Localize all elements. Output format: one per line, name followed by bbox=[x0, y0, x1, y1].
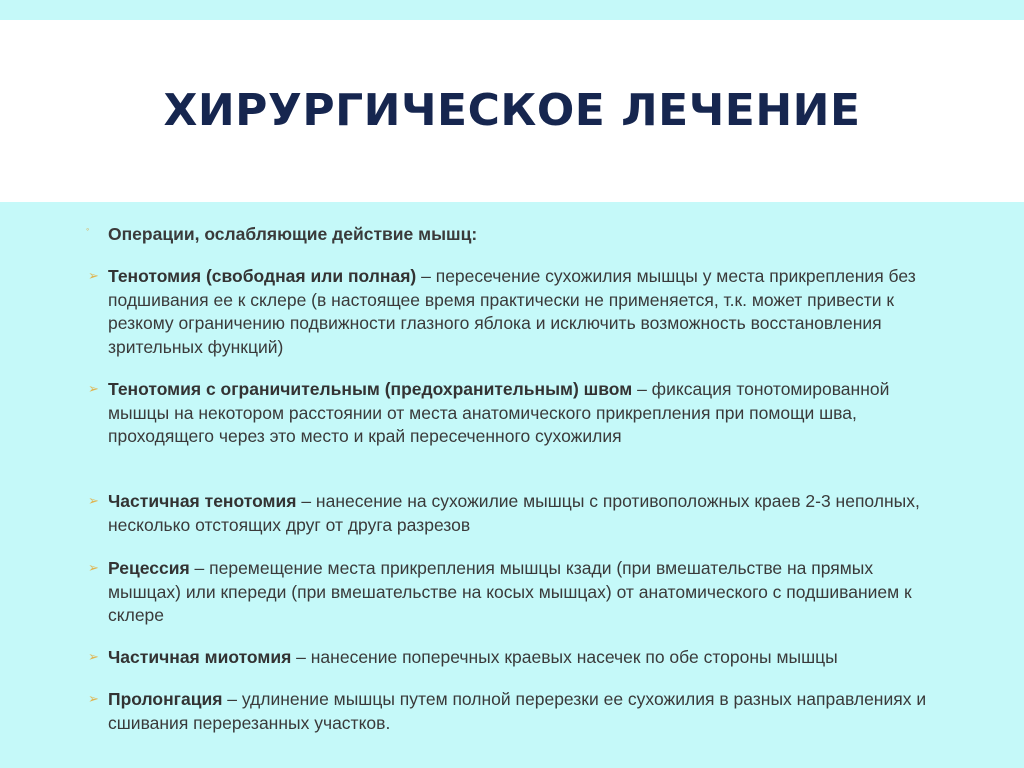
list-item-description: – пересечение сухожилия мышцы у места прикрепления без подшивания ее к склере (в настоящее время практически не применяется, т.к. может привести к резкому ограничению подвижности глазного яблока и исключить возможность восстановления зрительных функций) bbox=[108, 266, 916, 357]
list-item-term: Рецессия bbox=[108, 558, 190, 578]
arrow-bullet-icon: ➢ bbox=[88, 268, 99, 283]
list-item-term: Частичная миотомия bbox=[108, 647, 292, 667]
slide-title: ХИРУРГИЧЕСКОЕ ЛЕЧЕНИЕ bbox=[163, 84, 861, 136]
list-item-term: Тенотомия (свободная или полная) bbox=[108, 266, 417, 286]
list-item-text bbox=[108, 688, 950, 735]
list-item-term: Частичная тенотомия bbox=[108, 491, 297, 511]
list-item-tenotomy-full bbox=[88, 265, 950, 359]
list-item-text bbox=[108, 646, 950, 670]
title-band bbox=[0, 20, 1024, 202]
arrow-bullet-icon: ➢ bbox=[88, 649, 99, 664]
slide-content bbox=[0, 202, 1024, 768]
list-item-description: – нанесение поперечных краевых насечек по обе стороны мышцы bbox=[291, 647, 838, 667]
list-item-description: – фиксация тонотомированной мышцы на некотором расстоянии от места анатомического прикрепления при помощи шва, проходящего через это место и край пересеченного сухожилия bbox=[108, 379, 890, 446]
intro-line bbox=[86, 224, 478, 245]
list-item-partial-myotomy bbox=[88, 646, 950, 670]
list-item-description: – удлинение мышцы путем полной перерезки ее сухожилия в разных направлениях и сшивания перерезанных участков. bbox=[108, 689, 927, 733]
intro-text: Операции, ослабляющие действие мышц: bbox=[108, 224, 478, 244]
list-item-description: – перемещение места прикрепления мышцы кзади (при вмешательстве на прямых мышцах) или кпереди (при вмешательстве на косых мышцах) от анатомического с подшиванием к склере bbox=[108, 558, 912, 625]
list-item-text bbox=[108, 490, 950, 537]
arrow-bullet-icon: ➢ bbox=[88, 560, 99, 575]
arrow-bullet-icon: ➢ bbox=[88, 493, 99, 508]
intro-bullet-icon: ◦ bbox=[86, 224, 90, 234]
list-item-description: – нанесение на сухожилие мышцы с противоположных краев 2-3 неполных, несколько отстоящих друг от друга разрезов bbox=[108, 491, 920, 535]
list-item-text bbox=[108, 557, 950, 628]
arrow-bullet-icon: ➢ bbox=[88, 381, 99, 396]
list-item-text bbox=[108, 378, 950, 449]
list-item-prolongation bbox=[88, 688, 950, 735]
list-item-text bbox=[108, 265, 950, 359]
list-item-term: Тенотомия с ограничительным (предохранительным) швом bbox=[108, 379, 633, 399]
list-item-partial-tenotomy bbox=[88, 490, 950, 537]
arrow-bullet-icon: ➢ bbox=[88, 691, 99, 706]
list-item-recession bbox=[88, 557, 950, 628]
list-item-tenotomy-suture bbox=[88, 378, 950, 449]
list-item-term: Пролонгация bbox=[108, 689, 223, 709]
